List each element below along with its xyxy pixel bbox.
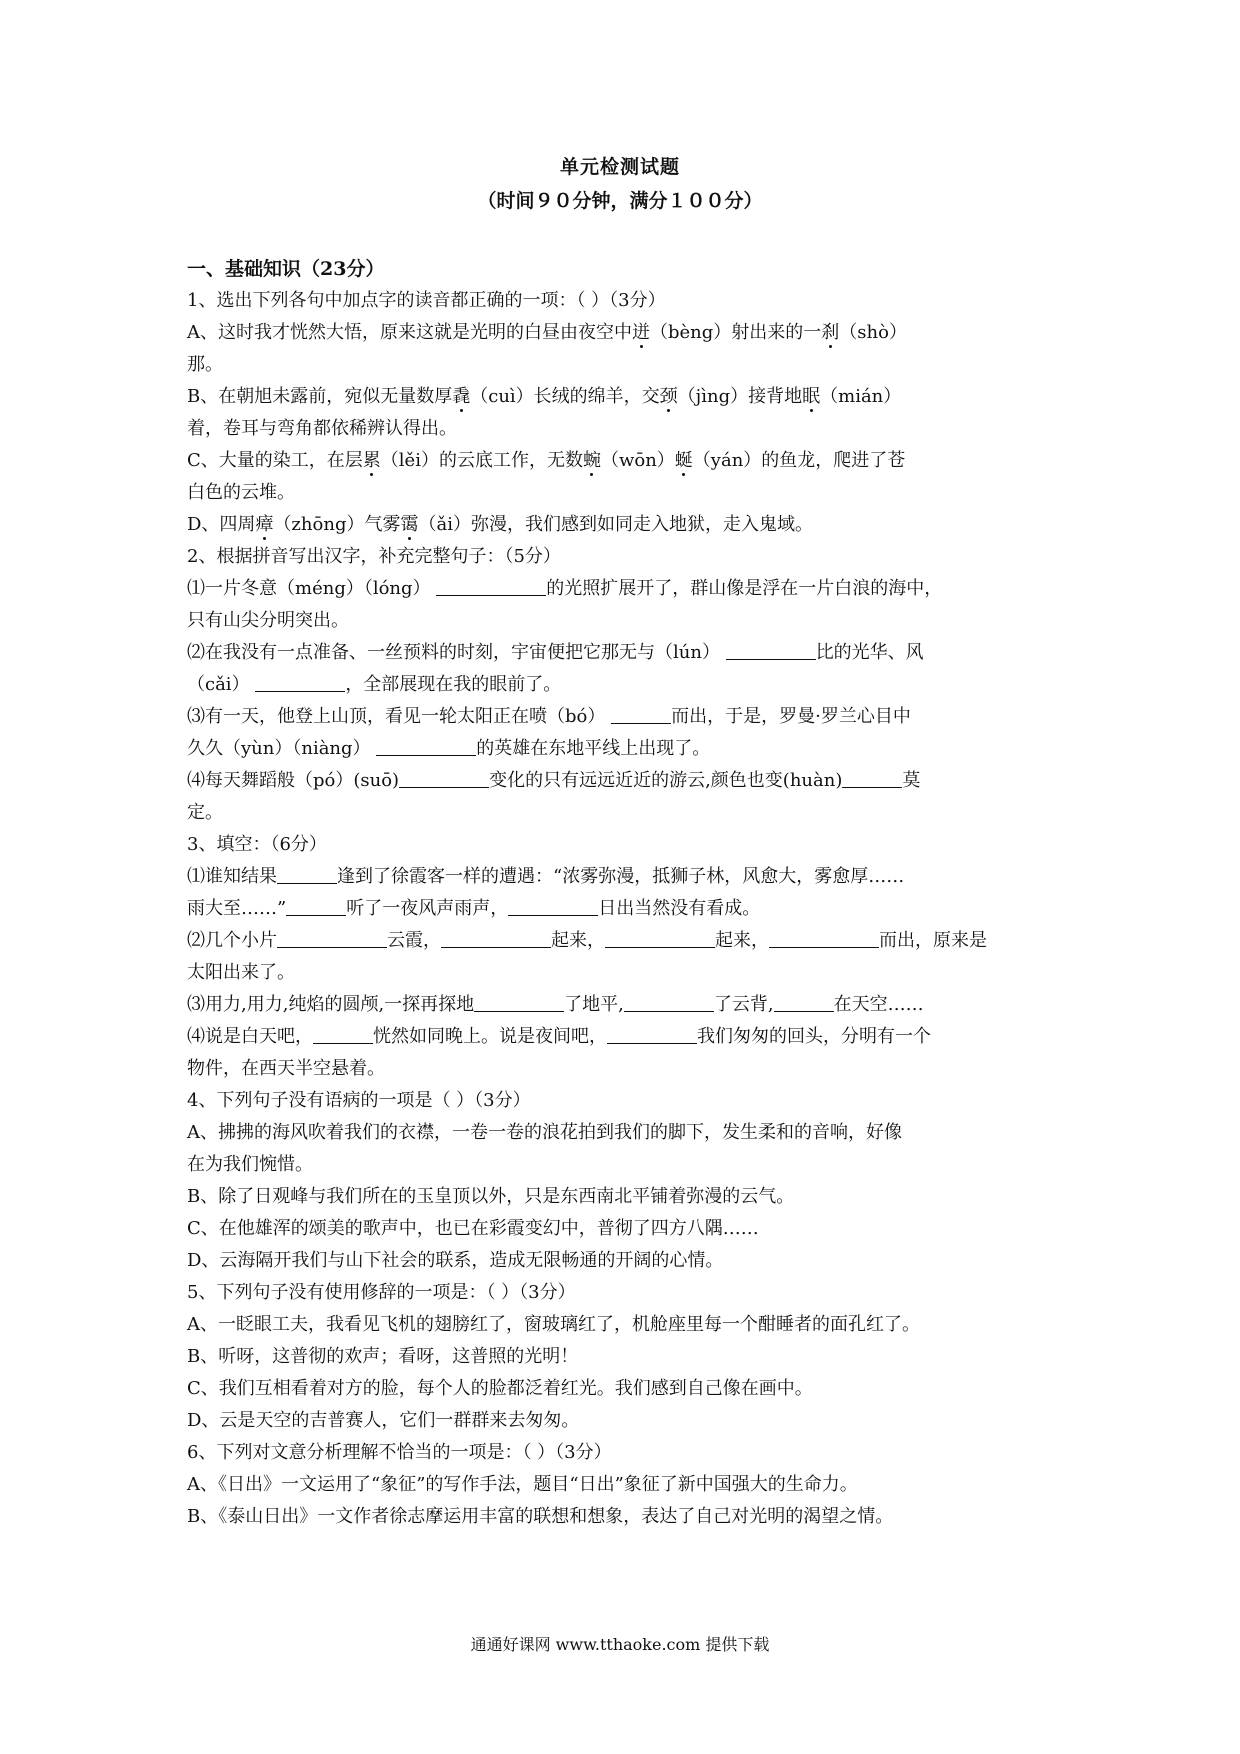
answer-blank[interactable] <box>774 991 834 1012</box>
item-text: 了云背, <box>713 994 774 1015</box>
question-1-stem: 1、选出下列各句中加点字的读音都正确的一项：（ ）（3分） <box>187 290 666 311</box>
question-4-option-b: B、除了日观峰与我们所在的玉皇顶以外，只是东西南北平铺着弥漫的云气。 <box>187 1186 795 1207</box>
answer-blank[interactable] <box>277 863 337 884</box>
item-text: ⑴一片冬意（méng）（lóng） <box>187 578 431 599</box>
answer-blank[interactable] <box>508 895 598 916</box>
option-text: （lěi）的云底工作，无数 <box>380 450 583 471</box>
question-2-item-1-cont: 只有山尖分明突出。 <box>187 610 349 631</box>
question-3-item-3 <box>187 989 1057 1021</box>
question-2-item-4-cont: 定。 <box>187 802 223 823</box>
option-text: （zhōng）气雾 <box>273 514 401 535</box>
item-text: 变化的只有远远近近的游云,颜色也变(huàn) <box>489 770 843 791</box>
item-text: 在天空…… <box>833 994 924 1015</box>
item-text: ⑷说是白天吧， <box>187 1026 313 1047</box>
option-text: C、大量的染工，在层 <box>187 450 363 471</box>
question-1-option-c-cont: 白色的云堆。 <box>187 482 295 503</box>
question-4-stem: 4、下列句子没有语病的一项是（ ）（3分） <box>187 1090 531 1111</box>
item-text: 起来， <box>715 930 769 951</box>
option-text: （wōn） <box>600 450 675 471</box>
answer-blank[interactable] <box>611 703 671 724</box>
question-3-item-2 <box>187 925 1057 957</box>
question-2-item-1 <box>187 573 1057 605</box>
answer-blank[interactable] <box>474 991 564 1012</box>
question-6-option-a: A、《日出》一文运用了“象征”的写作手法，题目“日出”象征了新中国强大的生命力。 <box>187 1474 858 1495</box>
answer-blank[interactable] <box>624 991 714 1012</box>
question-3-item-4 <box>187 1021 1057 1053</box>
option-text: （cuì）长绒的绵羊，交 <box>470 386 660 407</box>
page-title: 单元检测试题 <box>559 156 680 178</box>
item-text: ⑷每天舞蹈般（pó）(suō) <box>187 770 400 791</box>
answer-blank[interactable] <box>726 639 816 660</box>
dotted-char: 瘴 <box>255 514 274 535</box>
dotted-char: 蜒 <box>674 450 693 471</box>
answer-blank[interactable] <box>399 767 489 788</box>
exam-content <box>187 253 1057 1533</box>
option-text: （jìng）接背地 <box>677 386 803 407</box>
item-text: 的英雄在东地平线上出现了。 <box>476 738 711 759</box>
item-text: 莫 <box>902 770 921 791</box>
answer-blank[interactable] <box>842 767 902 788</box>
dotted-char: 霭 <box>400 514 419 535</box>
option-text: A、这时我才恍然大悟，原来这就是光明的白昼由夜空中 <box>187 322 632 343</box>
question-1-option-a <box>187 317 1057 349</box>
item-text: 了地平, <box>564 994 624 1015</box>
section-heading: 一、基础知识（23分） <box>187 258 385 280</box>
dotted-char: 刹 <box>821 322 840 343</box>
dotted-char: 眠 <box>802 386 821 407</box>
item-text: 而出，原来是 <box>879 930 987 951</box>
dotted-char: 迸 <box>632 322 650 343</box>
answer-blank[interactable] <box>313 1023 373 1044</box>
item-text: 久久（yùn）（niàng） <box>187 738 371 759</box>
item-text: 雨大至……” <box>187 898 287 919</box>
item-text: 而出，于是，罗曼·罗兰心目中 <box>671 706 911 727</box>
option-text: （bèng）射出来的一 <box>650 322 822 343</box>
item-text: 的光照扩展开了，群山像是浮在一片白浪的海中， <box>546 578 943 599</box>
item-text: 我们匆匆的回头，分明有一个 <box>697 1026 931 1047</box>
question-5-stem: 5、下列句子没有使用修辞的一项是：（ ）（3分） <box>187 1282 576 1303</box>
page-subtitle: （时间９０分钟，满分１００分） <box>477 190 763 212</box>
item-text: ⑶用力,用力,纯焰的圆颅,一探再探地 <box>187 994 475 1015</box>
item-text: 日出当然没有看成。 <box>598 898 761 919</box>
question-2-stem: 2、根据拼音写出汉字，补充完整句子：（5分） <box>187 546 561 567</box>
question-4-option-a: A、拂拂的海风吹着我们的衣襟，一卷一卷的浪花拍到我们的脚下，发生柔和的音响，好像 <box>187 1122 902 1143</box>
question-4-option-a-cont: 在为我们惋惜。 <box>187 1154 313 1175</box>
question-4-option-c: C、在他雄浑的颂美的歌声中，也已在彩霞变幻中，普彻了四方八隅…… <box>187 1218 759 1239</box>
answer-blank[interactable] <box>605 927 715 948</box>
answer-blank[interactable] <box>277 927 387 948</box>
option-text: B、在朝旭未露前，宛似无量数厚 <box>187 386 453 407</box>
question-5-option-a: A、一眨眼工夫，我看见飞机的翅膀红了，窗玻璃红了，机舱座里每一个酣睡者的面孔红了。 <box>187 1314 920 1335</box>
option-text: （shò） <box>839 322 907 343</box>
answer-blank[interactable] <box>376 735 476 756</box>
question-1-option-b-cont: 着，卷耳与弯角都依稀辨认得出。 <box>187 418 457 439</box>
answer-blank[interactable] <box>441 927 551 948</box>
question-5-option-c: C、我们互相看着对方的脸，每个人的脸都泛着红光。我们感到自己像在画中。 <box>187 1378 813 1399</box>
item-text: ⑶有一天，他登上山顶，看见一轮太阳正在喷（bó） <box>187 706 606 727</box>
question-3-stem: 3、填空：（6分） <box>187 834 327 855</box>
answer-blank[interactable] <box>436 575 546 596</box>
item-text: 云霞， <box>387 930 441 951</box>
question-2-item-4 <box>187 765 1057 797</box>
item-text: 比的光华、风 <box>815 642 924 663</box>
option-text: （mián） <box>820 386 902 407</box>
dotted-char: 蜿 <box>582 450 601 471</box>
question-6-stem: 6、下列对文意分析理解不恰当的一项是：（ ）（3分） <box>187 1442 612 1463</box>
item-text: ⑵在我没有一点准备、一丝预料的时刻，宇宙便把它那无与（lún） <box>187 642 720 663</box>
item-text: 起来， <box>551 930 605 951</box>
question-1-option-a-cont: 那。 <box>187 354 223 375</box>
dotted-char: 颈 <box>659 386 678 407</box>
item-text: （cǎi） <box>187 674 250 695</box>
option-text: （ǎi）弥漫，我们感到如同走入地狱，走入鬼域。 <box>418 514 813 535</box>
item-text: 逢到了徐霞客一样的遭遇：“浓雾弥漫，抵狮子林，风愈大，雾愈厚…… <box>337 866 905 887</box>
question-1-option-b <box>187 381 1057 413</box>
dotted-char: 毳 <box>452 386 471 407</box>
item-text: 恍然如同晚上。说是夜间吧， <box>373 1026 607 1047</box>
question-3-item-1 <box>187 861 1057 893</box>
option-text: （yán）的鱼龙，爬进了苍 <box>692 450 906 471</box>
question-2-item-3-cont <box>187 733 1057 765</box>
answer-blank[interactable] <box>286 895 346 916</box>
dotted-char: 累 <box>362 450 381 471</box>
question-1-option-d <box>187 509 1057 541</box>
question-2-item-2 <box>187 637 1057 669</box>
item-text: 听了一夜风声雨声， <box>346 898 509 919</box>
answer-blank[interactable] <box>607 1023 697 1044</box>
option-text: D、四周 <box>187 514 256 535</box>
question-5-option-d: D、云是天空的吉普赛人，它们一群群来去匆匆。 <box>187 1410 580 1431</box>
question-6-option-b: B、《泰山日出》一文作者徐志摩运用丰富的联想和想象，表达了自己对光明的渴望之情。 <box>187 1506 894 1527</box>
answer-blank[interactable] <box>769 927 879 948</box>
item-text: ，全部展现在我的眼前了。 <box>345 674 562 695</box>
question-3-item-1-cont <box>187 893 1057 925</box>
question-3-item-4-cont: 物件，在西天半空悬着。 <box>187 1058 385 1079</box>
answer-blank[interactable] <box>255 671 345 692</box>
question-2-item-2-cont <box>187 669 1057 701</box>
question-3-item-2-cont: 太阳出来了。 <box>187 962 295 983</box>
item-text: ⑵几个小片 <box>187 930 277 951</box>
footer-credit: 通通好课网 www.tthaoke.com 提供下载 <box>470 1635 770 1654</box>
question-5-option-b: B、听呀，这普彻的欢声；看呀，这普照的光明！ <box>187 1346 579 1367</box>
question-2-item-3 <box>187 701 1057 733</box>
item-text: ⑴谁知结果 <box>187 866 277 887</box>
question-4-option-d: D、云海隔开我们与山下社会的联系，造成无限畅通的开阔的心情。 <box>187 1250 724 1271</box>
question-1-option-c <box>187 445 1057 477</box>
